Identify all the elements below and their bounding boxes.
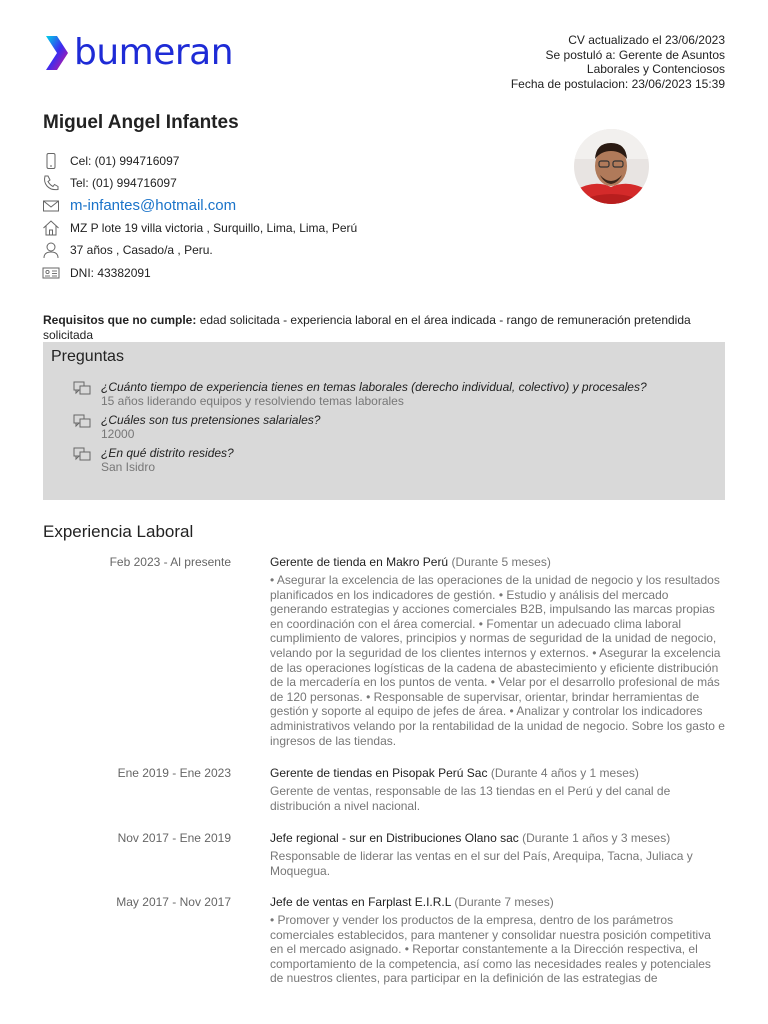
role-description: Gerente de ventas, responsable de las 13 tiendas en el Perú y del canal de distribución a nivel nacional. (270, 784, 671, 813)
candidate-name: Miguel Angel Infantes (43, 112, 239, 133)
role-description: • Asegurar la excelencia de las operaciones de la unidad de negocio y los resultados planificados en los indicadores de gestión. • Estudio y análisis del mercado generando estrategias y acciones comerciales B2B, impulsando las marcas propias en coordinación con el área comercial. • Fomentar un adecuado clima laboral cumplimiento de valores, principios y normas de seguridad de la unidad de negocio, velando por la seguridad de los clientes internos y externos. • Asegurar la excelencia de las operaciones logísticas de la cadena de abastecimiento y eficiente distribución de la mercadería en los puntos de venta. • Velar por el desarrollo profesional de más de 120 personas. • Responsable de supervisar, orientar, brindar herramientas de gestión y soporte al equipo de jefes de área. • Analizar y controlar los indicadores administrativos velando por la rentabilidad de la unidad de negocio. Sobre los gasto e ingresos de las tiendas. (270, 573, 725, 748)
id-card-icon (42, 264, 60, 282)
question-item (73, 446, 234, 474)
brand-name: bumeran (74, 32, 234, 73)
cv-updated: CV actualizado el 23/06/2023 (568, 33, 725, 47)
email-link[interactable]: m-infantes@hotmail.com (70, 197, 237, 215)
requirements-text: edad solicitada - experiencia laboral en el área indicada - rango de remuneración pretendida solicitada (43, 313, 691, 342)
avatar (574, 129, 649, 204)
contact-personal (42, 239, 562, 261)
envelope-icon (42, 197, 60, 215)
address: MZ P lote 19 villa victoria , Surquillo, Lima, Lima, Perú (70, 221, 358, 236)
chat-bubble-icon (73, 447, 91, 463)
role-duration: (Durante 4 años y 1 meses) (490, 766, 639, 780)
requirements-label: Requisitos que no cumple: (43, 313, 197, 327)
avatar-photo (574, 129, 649, 204)
contact-phone (42, 172, 562, 194)
contact-email (42, 195, 562, 217)
bumeran-logo (43, 33, 233, 73)
contact-mobile (42, 150, 562, 172)
question-item (73, 413, 320, 441)
phone-number: Tel: (01) 994716097 (70, 176, 177, 191)
experience-role (270, 555, 725, 569)
questions-title: Preguntas (51, 348, 124, 365)
role-duration: (Durante 1 años y 3 meses) (522, 831, 671, 845)
question-item (73, 380, 647, 408)
experience-dates: May 2017 - Nov 2017 (116, 895, 231, 909)
chat-bubble-icon (73, 414, 91, 430)
applied-position-line1: Se postuló a: Gerente de Asuntos (545, 47, 725, 62)
experience-role (270, 766, 725, 780)
answer-text: 12000 (101, 427, 135, 441)
home-icon (42, 219, 60, 237)
role-title: Gerente de tienda en Makro Perú (270, 555, 449, 569)
experience-role (270, 895, 725, 909)
role-description: Responsable de liderar las ventas en el sur del País, Arequipa, Tacna, Juliaca y Moquegua. (270, 849, 693, 878)
role-title: Gerente de tiendas en Pisopak Perú Sac (270, 766, 488, 780)
chat-bubble-icon (73, 381, 91, 397)
question-text: ¿Cuánto tiempo de experiencia tienes en temas laborales (derecho individual, colectivo) y procesales? (101, 380, 647, 394)
question-text: ¿En qué distrito resides? (101, 446, 234, 460)
unmet-requirements (43, 313, 725, 342)
application-meta (465, 33, 725, 91)
contact-address (42, 217, 562, 239)
age-status: 37 años , Casado/a , Peru. (70, 243, 213, 258)
experience-dates: Feb 2023 - Al presente (109, 555, 231, 569)
experience-dates: Nov 2017 - Ene 2019 (117, 831, 231, 845)
experience-dates: Ene 2019 - Ene 2023 (117, 766, 231, 780)
role-duration: (Durante 5 meses) (451, 555, 551, 569)
role-title: Jefe de ventas en Farplast E.I.R.L (270, 895, 451, 909)
bumeran-logo-mark-icon (43, 33, 71, 73)
phone-icon (42, 174, 60, 192)
dni-number: DNI: 43382091 (70, 265, 151, 280)
mobile-number: Cel: (01) 994716097 (70, 154, 180, 169)
role-title: Jefe regional - sur en Distribuciones Olano sac (270, 831, 519, 845)
applied-position-line2: Laborales y Contenciosos (586, 62, 725, 76)
role-duration: (Durante 7 meses) (454, 895, 554, 909)
application-date: Fecha de postulacion: 23/06/2023 15:39 (510, 76, 725, 91)
contact-dni (42, 261, 562, 283)
question-text: ¿Cuáles son tus pretensiones salariales? (101, 413, 321, 427)
contact-list (42, 150, 562, 284)
questions-panel (43, 342, 725, 500)
answer-text: San Isidro (101, 460, 156, 474)
person-icon (42, 241, 60, 259)
experience-role (270, 831, 725, 845)
answer-text: 15 años liderando equipos y resolviendo temas laborales (101, 394, 404, 408)
role-description: • Promover y vender los productos de la empresa, dentro de los parámetros comerciales establecidos, para mantener y consolidar nuestra posición competitiva en el mercado asignado. • Reportar constantemente a la Dirección respectiva, el comportamiento de la competencia, así como las necesidades reales y potenciales de nuestros clientes, para participar en la definición de las estrategias de (270, 913, 711, 986)
experience-section-title: Experiencia Laboral (43, 522, 194, 541)
mobile-phone-icon (42, 152, 60, 170)
